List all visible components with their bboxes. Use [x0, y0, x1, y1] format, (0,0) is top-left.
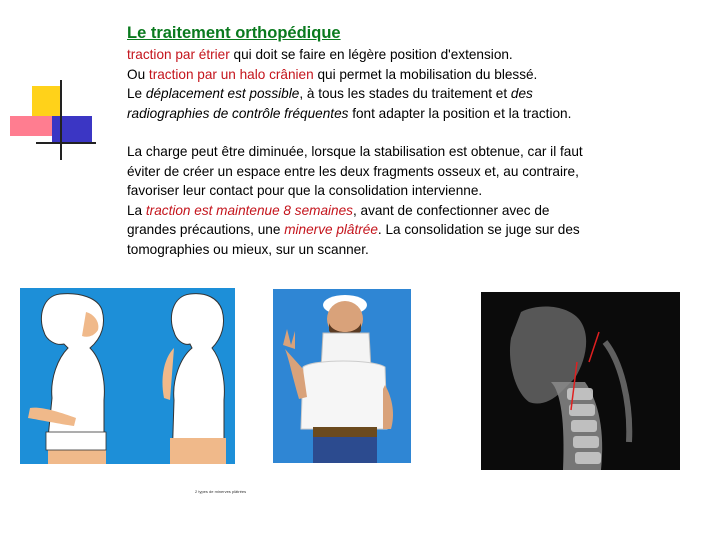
paragraph-1: [127, 45, 687, 123]
decor-horizontal-line: [36, 142, 96, 144]
text: grandes précautions, une: [127, 222, 285, 238]
image-caption: 2 types de minerves plâtrées: [195, 489, 247, 494]
minerve-illustration-svg: [20, 288, 235, 464]
text-italic: déplacement est possible: [145, 86, 300, 102]
patient-photo-image: [273, 289, 411, 463]
page-title: Le traitement orthopédique: [127, 24, 341, 42]
text: Ou: [127, 66, 149, 82]
text: font adapter la position et la traction.: [348, 105, 572, 121]
text: , à tous les stades du traitement et: [299, 86, 511, 102]
text-highlight: minerve plâtrée: [284, 222, 378, 238]
text: qui permet la mobilisation du blessé.: [313, 66, 538, 82]
paragraph-2-line-1: La charge peut être diminuée, lorsque la stabilisation est obtenue, car il faut: [127, 144, 583, 159]
text-highlight: traction par un halo crânien: [148, 66, 314, 82]
cervical-xray-image: [481, 292, 680, 470]
cervical-xray-svg: [481, 292, 680, 470]
text: Le: [127, 86, 146, 102]
text-italic: radiographies de contrôle fréquentes: [127, 105, 349, 121]
paragraph-2: [127, 142, 687, 260]
minerve-illustration-image: [20, 288, 235, 464]
paragraph-2-line-3: favoriser leur contact pour que la consolidation intervienne.: [127, 183, 483, 199]
paragraph-1-line-3: [127, 84, 687, 104]
text: . La consolidation se juge sur des: [377, 222, 580, 238]
paragraph-2-line-6: tomographies ou mieux, sur un scanner.: [127, 241, 369, 257]
paragraph-2-line-2: éviter de créer un espace entre les deux fragments osseux et, au contraire,: [127, 163, 579, 179]
decor-pink-bar: [10, 116, 54, 136]
decor-yellow-square: [32, 86, 62, 116]
paragraph-2-line-5: [127, 220, 687, 240]
decor-vertical-line: [60, 80, 62, 160]
paragraph-2-line-4: [127, 201, 687, 221]
text: , avant de confectionner avec de: [352, 202, 550, 218]
paragraph-1-line-4: [127, 104, 687, 124]
decor-blue-square: [52, 116, 92, 144]
text-italic: des: [510, 86, 533, 102]
patient-photo-svg: [273, 289, 411, 463]
text-highlight: traction par étrier: [127, 47, 230, 62]
text: La: [127, 202, 146, 218]
paragraph-1-line-1: [127, 45, 687, 65]
text: qui doit se faire en légère position d'extension.: [229, 47, 513, 62]
text-highlight: traction est maintenue 8 semaines: [145, 202, 353, 218]
paragraph-1-line-2: [127, 65, 687, 85]
